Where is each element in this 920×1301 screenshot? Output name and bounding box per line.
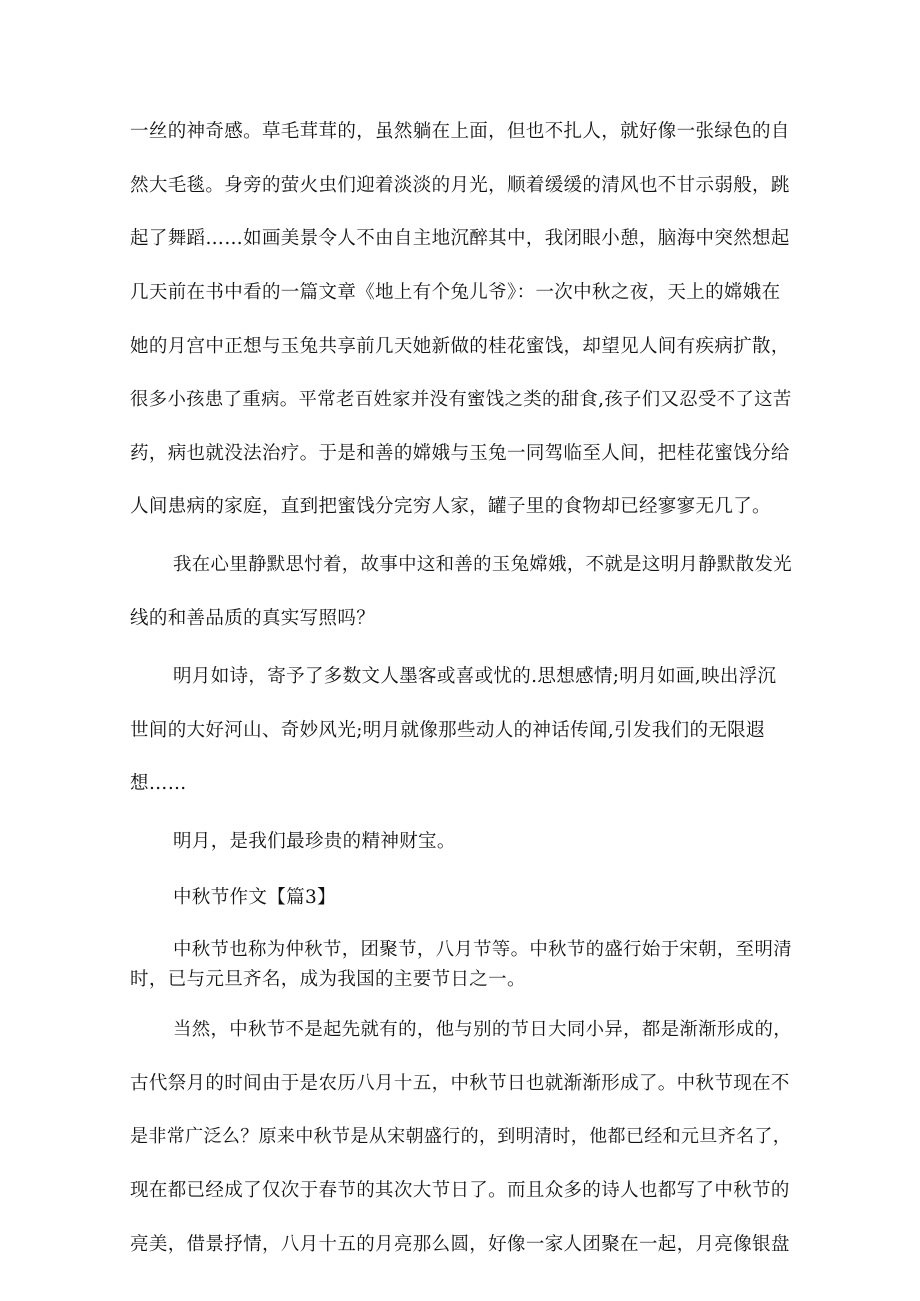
text-line: 我在心里静默思忖着，故事中这和善的玉兔嫦娥，不就是这明月静默散发光 (173, 554, 792, 575)
text-line: 世间的大好河山、奇妙风光;明月就像那些动人的神话传闻,引发我们的无限遐 (130, 720, 765, 741)
text-line: 中秋节也称为仲秋节，团聚节，八月节等。中秋节的盛行始于宋朝，至明清 (173, 939, 792, 960)
text-line: 古代祭月的时间由于是农历八月十五，中秋节日也就渐渐形成了。中秋节现在不 (130, 1073, 790, 1094)
text-line: 明月，是我们最珍贵的精神财宝。 (173, 831, 456, 852)
text-line: 线的和善品质的真实写照吗？ (130, 608, 376, 629)
text-line: 时，已与元旦齐名，成为我国的主要节日之一。 (130, 969, 526, 990)
text-line: 当然，中秋节不是起先就有的，他与别的节日大同小异，都是渐渐形成的， (173, 1019, 792, 1040)
text-line: 一丝的神奇感。草毛茸茸的，虽然躺在上面，但也不扎人，就好像一张绿色的自 (130, 121, 790, 142)
text-line: 起了舞蹈……如画美景令人不由自主地沉醉其中，我闭眼小憩，脑海中突然想起 (130, 228, 790, 249)
text-line: 亮美，借景抒情，八月十五的月亮那么圆，好像一家人团聚在一起，月亮像银盘 (130, 1234, 790, 1255)
text-line: 人间患病的家庭，直到把蜜饯分完穷人家，罐子里的食物却已经寥寥无几了。 (130, 496, 771, 517)
text-line: 很多小孩患了重病。平常老百姓家并没有蜜饯之类的甜食,孩子们又忍受不了这苦 (130, 389, 792, 410)
text-line: 想…… (130, 773, 187, 794)
text-line: 几天前在书中看的一篇文章《地上有个兔儿爷》：一次中秋之夜，天上的嫦娥在 (130, 282, 781, 303)
text-line: 明月如诗，寄予了多数文人墨客或喜或忧的.思想感情;明月如画,映出浮沉 (173, 666, 777, 687)
text-line: 是非常广泛么？原来中秋节是从宋朝盛行的，到明清时，他都已经和元旦齐名了， (130, 1126, 792, 1147)
text-line: 药，病也就没法治疗。于是和善的嫦娥与玉兔一同驾临至人间，把桂花蜜饯分给 (130, 443, 790, 464)
text-line: 现在都已经成了仅次于春节的其次大节日了。而且众多的诗人也都写了中秋节的 (130, 1180, 790, 1201)
text-line: 然大毛毯。身旁的萤火虫们迎着淡淡的月光，顺着缓缓的清风也不甘示弱般，跳 (130, 175, 790, 196)
section-heading: 中秋节作文【篇3】 (173, 887, 336, 908)
text-line: 她的月宫中正想与玉兔共享前几天她新做的桂花蜜饯，却望见人间有疾病扩散， (130, 336, 790, 357)
